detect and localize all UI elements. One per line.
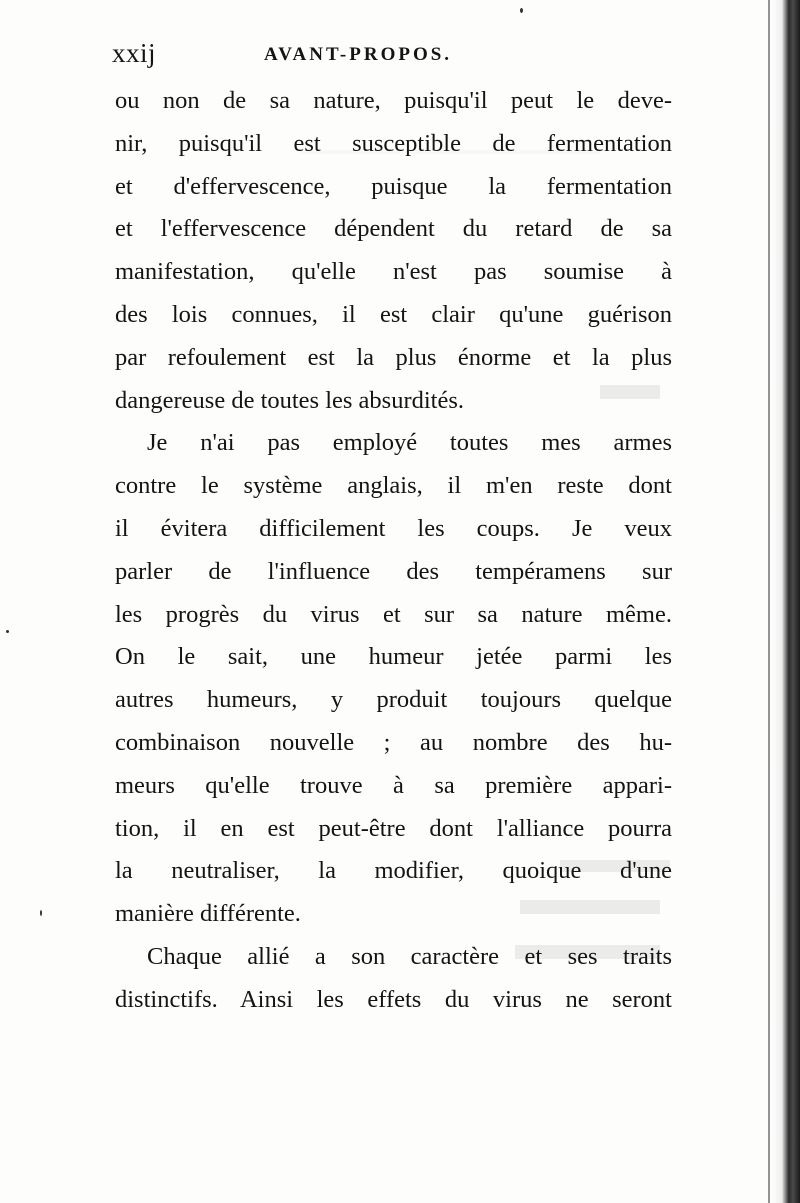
text-line: et d'effervescence, puisque la fermentation [115, 172, 672, 200]
page-edge-line [768, 0, 770, 1203]
text-line: Chaque allié a son caractère et ses traits [147, 942, 672, 970]
text-line: meurs qu'elle trouve à sa première appari- [115, 771, 672, 799]
page-number: xxij [112, 38, 157, 68]
text-line: dangereuse de toutes les absurdités. [115, 386, 465, 414]
text-line: la neutraliser, la modifier, quoique d'une [115, 857, 672, 885]
text-line: et l'effervescence dépendent du retard de sa [115, 215, 672, 243]
text-line: combinaison nouvelle ; au nombre des hu- [115, 728, 672, 756]
text-line: des lois connues, il est clair qu'une guérison [115, 300, 672, 328]
text-line: ou non de sa nature, puisqu'il peut le deve- [115, 87, 672, 114]
text-line: manifestation, qu'elle n'est pas soumise à [115, 258, 672, 286]
text-line: il évitera difficilement les coups. Je veux [115, 514, 672, 542]
ink-speck [40, 910, 42, 916]
ink-speck [6, 630, 9, 633]
page-edge-shadow [772, 0, 800, 1203]
running-head [112, 36, 672, 72]
text-line: Je n'ai pas employé toutes mes armes [147, 429, 672, 457]
text-line: On le sait, une humeur jetée parmi les [115, 643, 672, 671]
text-line: manière différente. [115, 900, 301, 928]
running-title: AVANT-PROPOS. [264, 44, 453, 65]
text-line: autres humeurs, y produit toujours quelque [115, 686, 672, 714]
text-line: les progrès du virus et sur sa nature même. [115, 600, 672, 628]
text-line: tion, il en est peut-être dont l'alliance pourra [115, 814, 672, 842]
text-line: parler de l'influence des tempéramens sur [115, 557, 672, 585]
body-text [115, 80, 672, 1022]
text-line: contre le système anglais, il m'en reste dont [115, 472, 672, 500]
text-line: distinctifs. Ainsi les effets du virus ne seront [115, 985, 672, 1013]
text-line: par refoulement est la plus énorme et la plus [115, 343, 672, 371]
ink-speck [520, 8, 523, 13]
text-line: nir, puisqu'il est susceptible de fermentation [115, 129, 672, 157]
